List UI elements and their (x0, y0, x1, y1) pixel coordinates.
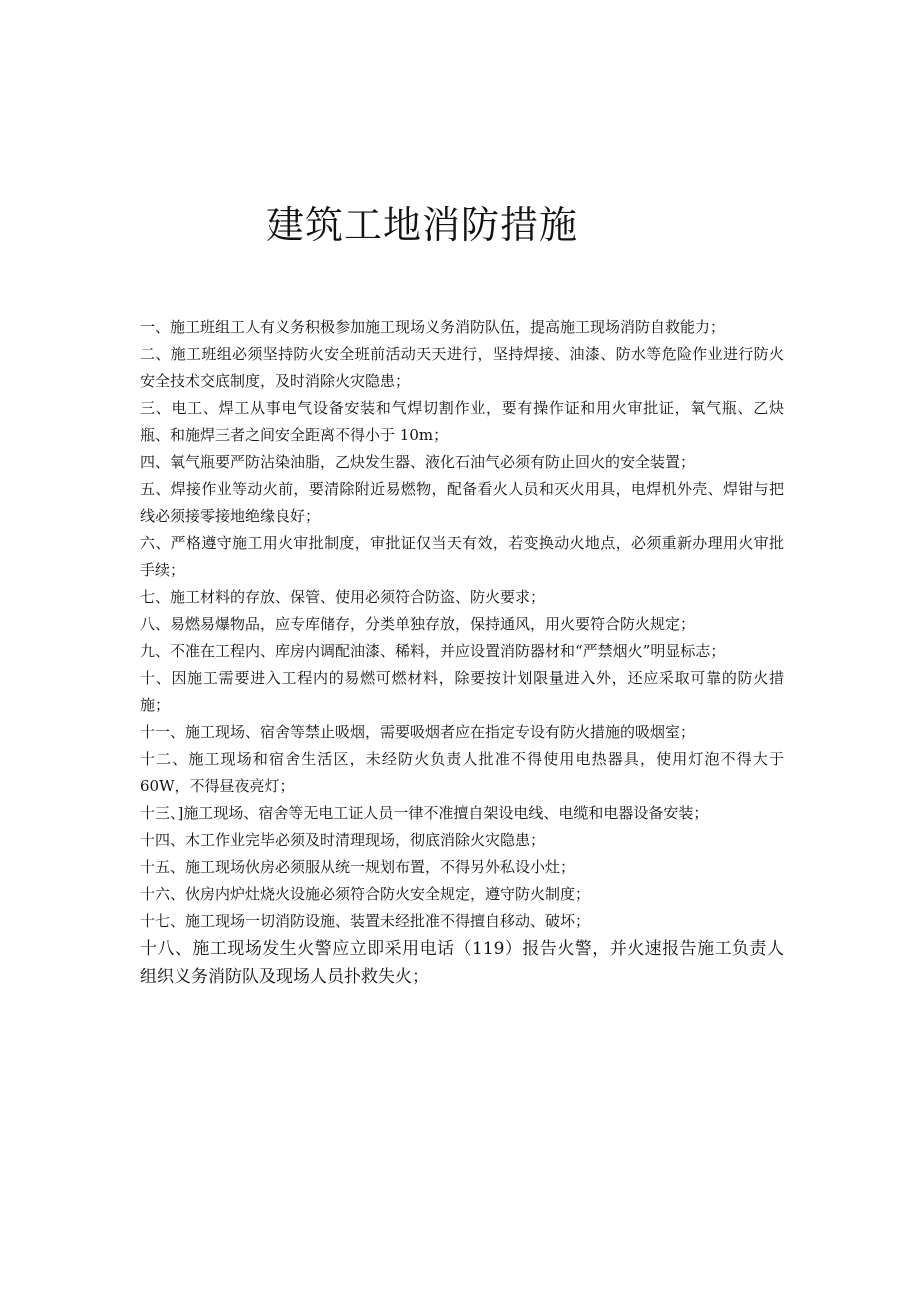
measure-item-11: 十一、施工现场、宿舍等禁止吸烟，需要吸烟者应在指定专设有防火措施的吸烟室； (140, 723, 696, 741)
measure-item-13: 十三、]施工现场、宿舍等无电工证人员一律不准擅自架设电线、电缆和电器设备安装； (140, 804, 709, 822)
measure-item-9: 九、不准在工程内、库房内调配油漆、稀料，并应设置消防器材和“严禁烟火”明显标志； (140, 642, 726, 660)
measure-item-3: 三、电工、焊工从事电气设备安装和气焊切割作业，要有操作证和用火审批证，氧气瓶、乙炔瓶、和施焊三者之间安全距离不得小于 10m； (140, 399, 784, 444)
measure-item-10: 十、因施工需要进入工程内的易燃可燃材料，除要按计划限量进入外，还应采取可靠的防火措施； (140, 669, 784, 714)
measure-item-8: 八、易燃易爆物品，应专库储存，分类单独存放，保持通风，用火要符合防火规定； (140, 615, 696, 633)
document-title: 建筑工地消防措施 (266, 203, 579, 247)
measure-item-14: 十四、木工作业完毕必须及时清理现场，彻底消除火灾隐患； (140, 831, 546, 849)
measure-item-7: 七、施工材料的存放、保管、使用必须符合防盗、防火要求； (140, 588, 546, 606)
measure-item-4: 四、氧气瓶要严防沾染油脂，乙炔发生器、液化石油气必须有防止回火的安全装置； (140, 453, 696, 471)
measure-item-12: 十二、施工现场和宿舍生活区，未经防火负责人批准不得使用电热器具，使用灯泡不得大于 60W，不得昼夜亮灯； (140, 750, 784, 795)
measure-item-6: 六、严格遵守施工用火审批制度，审批证仅当天有效，若变换动火地点，必须重新办理用火审批手续； (140, 534, 784, 579)
measure-item-17: 十七、施工现场一切消防设施、装置未经批准不得擅自移动、破坏； (140, 912, 591, 930)
measure-item-1: 一、施工班组工人有义务积极参加施工现场义务消防队伍，提高施工现场消防自救能力； (140, 318, 726, 336)
measure-item-18: 十八、施工现场发生火警应立即采用电话（119）报告火警，并火速报告施工负责人组织义务消防队及现场人员扑救失火； (140, 939, 784, 987)
measure-item-2: 二、施工班组必须坚持防火安全班前活动天天进行，坚持焊接、油漆、防水等危险作业进行防火安全技术交底制度，及时消除火灾隐患； (140, 345, 784, 390)
measure-list (140, 314, 784, 991)
measure-item-5: 五、焊接作业等动火前，要清除附近易燃物，配备看火人员和灭火用具，电焊机外壳、焊钳与把线必须接零接地绝缘良好； (140, 480, 784, 525)
measure-item-15: 十五、施工现场伙房必须服从统一规划布置，不得另外私设小灶； (140, 858, 576, 876)
measure-item-16: 十六、伙房内炉灶烧火设施必须符合防火安全规定，遵守防火制度； (140, 885, 591, 903)
